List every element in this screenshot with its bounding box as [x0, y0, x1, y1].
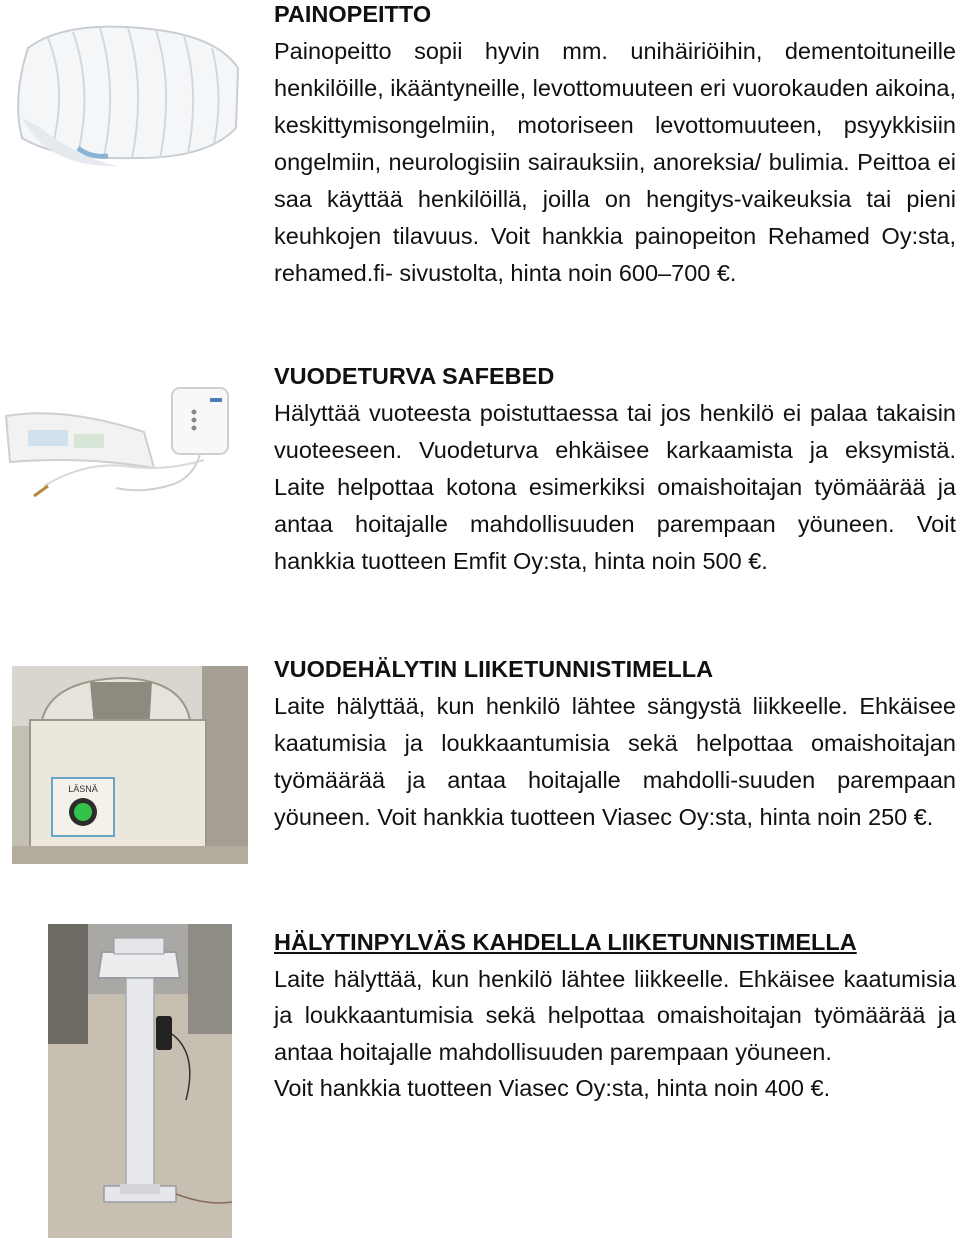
- device-label: LÄSNÄ: [68, 784, 98, 794]
- bed-alarm-motion-detector-photo: [12, 666, 248, 864]
- section-title: VUODEHÄLYTIN LIIKETUNNISTIMELLA: [274, 656, 714, 682]
- section-body: Laite hälyttää, kun henkilö lähtee sängystä liikkeelle. Ehkäisee kaatumisia ja loukkaantumisia sekä helpottaa omaishoitajan työmäärää ja antaa hoitajalle mahdolli-suuden parempaan yöuneen. Voit hankkia tuotteen Viasec Oy:sta, hinta noin 250 €.: [274, 693, 956, 830]
- weighted-blanket-photo: [8, 8, 244, 178]
- alarm-pillar-photo: [48, 924, 232, 1238]
- section-body-2: Voit hankkia tuotteen Viasec Oy:sta, hinta noin 400 €.: [274, 1075, 831, 1101]
- section-body: Painopeitto sopii hyvin mm. unihäiriöihin, dementoituneille henkilöille, ikääntyneille, levottomuuteen eri vuorokauden aikoina, keskittymisongelmiin, motoriseen levottomuuteen, psyykkisiin ongelmiin, neurologisiin sairauksiin, anoreksia/ bulimia. Peittoa ei saa käyttää henkilöillä, joilla on hengitys-vaikeuksia tai pieni keuhkojen tilavuus. Voit hankkia painopeiton Rehamed Oy:sta, rehamed.fi- sivustolta, hinta noin 600–700 €.: [274, 38, 956, 286]
- section-title: HÄLYTINPYLVÄS KAHDELLA LIIKETUNNISTIMELLA: [274, 929, 857, 955]
- section-body: Hälyttää vuoteesta poistuttaessa tai jos henkilö ei palaa takaisin vuoteeseen. Vuodeturva ehkäisee karkaamista ja eksymistä. Laite helpottaa kotona esimerkiksi omaishoitajan työmäärää ja antaa hoitajalle mahdollisuuden parempaan yöuneen. Voit hankkia tuotteen Emfit Oy:sta, hinta noin 500 €.: [274, 400, 956, 574]
- section-title: PAINOPEITTO: [274, 1, 432, 27]
- section-text: [274, 651, 956, 836]
- safebed-sensor-photo: [4, 376, 246, 502]
- section-title: VUODETURVA SAFEBED: [274, 363, 555, 389]
- section-text: [274, 924, 956, 1107]
- section-body: Laite hälyttää, kun henkilö lähtee liikkeelle. Ehkäisee kaatumisia ja loukkaantumisia sekä helpottaa omaishoitajan työmäärää ja antaa hoitajalle mahdollisuuden parempaan yöuneen.: [274, 965, 956, 1065]
- section-text: [274, 0, 956, 292]
- section-text: [274, 358, 956, 580]
